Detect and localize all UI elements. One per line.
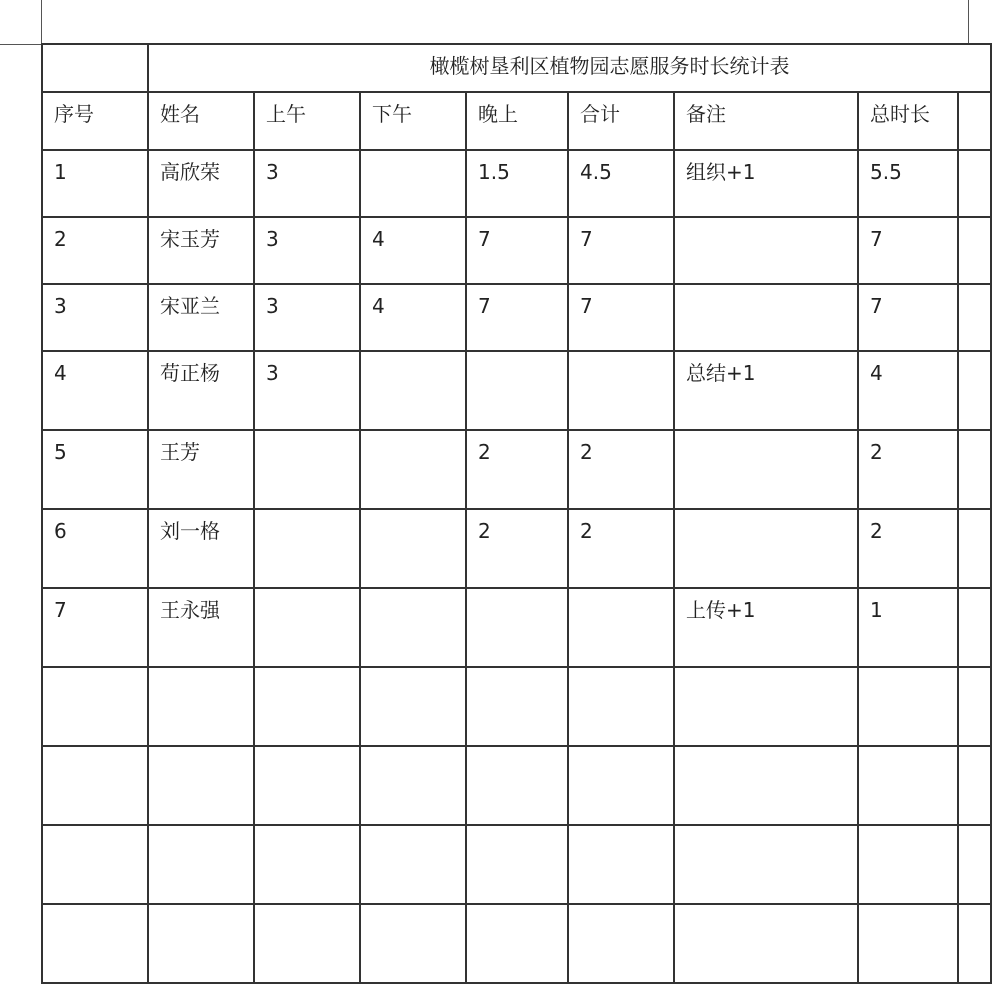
cell-name[interactable] (148, 746, 254, 825)
cell-name[interactable] (148, 588, 254, 667)
cell-remarks[interactable] (674, 430, 858, 509)
cell-evening[interactable] (466, 509, 568, 588)
cell-index-text: 1 (54, 160, 67, 184)
header-afternoon-cell[interactable] (360, 92, 466, 150)
cell-morning-text (255, 826, 359, 835)
table-title: 橄榄树垦利区植物园志愿服务时长统计表 (429, 54, 790, 78)
cell-total-hours[interactable] (858, 509, 958, 588)
cell-remarks[interactable] (674, 667, 858, 746)
cell-index[interactable] (42, 667, 148, 746)
cell-extra-text (959, 826, 990, 835)
cell-evening-text: 1.5 (478, 160, 510, 184)
cell-evening[interactable] (466, 150, 568, 217)
cell-afternoon[interactable] (360, 284, 466, 351)
cell-afternoon-text (361, 826, 465, 835)
cell-index-text: 3 (54, 294, 67, 318)
cell-name-text: 刘一格 (160, 519, 220, 543)
cell-remarks[interactable] (674, 150, 858, 217)
cell-extra[interactable] (958, 667, 991, 746)
cell-evening-text (467, 905, 567, 914)
cell-remarks-text (675, 285, 857, 294)
cell-extra[interactable] (958, 217, 991, 284)
cell-total-hours-text (859, 668, 957, 677)
table-row (42, 284, 991, 351)
cell-remarks-text (675, 826, 857, 835)
cell-index[interactable] (42, 588, 148, 667)
cell-name-text: 王永强 (160, 598, 220, 622)
cell-subtotal[interactable] (568, 825, 674, 904)
cell-morning[interactable] (254, 509, 360, 588)
cell-total-hours-text (859, 826, 957, 835)
cell-total-hours[interactable] (858, 284, 958, 351)
cell-total-hours-text: 7 (870, 227, 883, 251)
header-index: 序号 (54, 102, 94, 126)
cell-remarks[interactable] (674, 904, 858, 983)
cell-total-hours-text: 4 (870, 361, 883, 385)
cell-remarks-text (675, 747, 857, 756)
cell-subtotal[interactable] (568, 588, 674, 667)
table-row (42, 667, 991, 746)
cell-morning[interactable] (254, 217, 360, 284)
cell-subtotal[interactable] (568, 430, 674, 509)
cell-extra[interactable] (958, 351, 991, 430)
cell-afternoon-text (361, 151, 465, 160)
cell-extra-text (959, 352, 990, 361)
cell-morning[interactable] (254, 284, 360, 351)
cell-subtotal-text: 2 (580, 440, 593, 464)
cell-name[interactable] (148, 430, 254, 509)
cell-subtotal[interactable] (568, 284, 674, 351)
cell-morning-text: 3 (266, 294, 279, 318)
cell-remarks[interactable] (674, 284, 858, 351)
cell-morning-text (255, 668, 359, 677)
table-title-cell[interactable] (148, 44, 991, 92)
cell-index-text: 2 (54, 227, 67, 251)
cell-evening[interactable] (466, 284, 568, 351)
cell-name[interactable] (148, 904, 254, 983)
title-row (42, 44, 991, 92)
table-row (42, 746, 991, 825)
header-total-hours: 总时长 (870, 102, 930, 126)
header-remarks-cell[interactable] (674, 92, 858, 150)
cell-extra[interactable] (958, 509, 991, 588)
cell-remarks-text: 总结+1 (686, 361, 756, 385)
cell-total-hours-text (859, 905, 957, 914)
cell-afternoon-text (361, 431, 465, 440)
cell-afternoon-text: 4 (372, 227, 385, 251)
cell-extra-text (959, 431, 990, 440)
cell-remarks-text (675, 431, 857, 440)
cell-index-text (43, 905, 147, 914)
cell-remarks-text (675, 510, 857, 519)
cell-afternoon[interactable] (360, 746, 466, 825)
cell-afternoon[interactable] (360, 825, 466, 904)
cell-evening-text (467, 668, 567, 677)
cell-name-text (149, 747, 253, 756)
cell-afternoon[interactable] (360, 588, 466, 667)
cell-extra[interactable] (958, 588, 991, 667)
cell-index[interactable] (42, 746, 148, 825)
cell-name[interactable] (148, 284, 254, 351)
cell-total-hours[interactable] (858, 430, 958, 509)
cell-evening-text: 2 (478, 440, 491, 464)
cell-index[interactable] (42, 430, 148, 509)
cell-index[interactable] (42, 509, 148, 588)
cell-index[interactable] (42, 284, 148, 351)
cell-index-text: 5 (54, 440, 67, 464)
cell-afternoon-text (361, 747, 465, 756)
header-afternoon: 下午 (372, 102, 412, 126)
cell-morning-text: 3 (266, 361, 279, 385)
cell-total-hours[interactable] (858, 588, 958, 667)
cell-morning-text: 3 (266, 227, 279, 251)
cell-index[interactable] (42, 217, 148, 284)
cell-remarks-text (675, 218, 857, 227)
cell-morning-text (255, 589, 359, 598)
table-row (42, 904, 991, 983)
cell-subtotal[interactable] (568, 746, 674, 825)
cell-index[interactable] (42, 825, 148, 904)
cell-extra-text (959, 218, 990, 227)
cell-afternoon-text (361, 589, 465, 598)
header-morning-cell[interactable] (254, 92, 360, 150)
cell-total-hours-text (859, 747, 957, 756)
cell-extra-text (959, 905, 990, 914)
cell-total-hours[interactable] (858, 825, 958, 904)
cell-total-hours[interactable] (858, 904, 958, 983)
cell-subtotal-text (569, 826, 673, 835)
cell-evening-text (467, 826, 567, 835)
cell-subtotal[interactable] (568, 150, 674, 217)
cell-total-hours-text: 7 (870, 294, 883, 318)
cell-total-hours[interactable] (858, 746, 958, 825)
header-extra (959, 93, 990, 102)
cell-remarks[interactable] (674, 588, 858, 667)
cell-afternoon[interactable] (360, 351, 466, 430)
cell-subtotal-text: 2 (580, 519, 593, 543)
cell-evening-text (467, 352, 567, 361)
cell-extra-text (959, 668, 990, 677)
cell-morning-text: 3 (266, 160, 279, 184)
cell-subtotal[interactable] (568, 351, 674, 430)
table-row (42, 509, 991, 588)
cell-subtotal-text: 7 (580, 227, 593, 251)
cell-morning-text (255, 747, 359, 756)
cell-extra-text (959, 151, 990, 160)
cell-subtotal-text: 4.5 (580, 160, 612, 184)
cell-evening-text: 2 (478, 519, 491, 543)
cell-extra-text (959, 747, 990, 756)
cell-name-text (149, 826, 253, 835)
cell-evening[interactable] (466, 351, 568, 430)
header-name: 姓名 (160, 102, 200, 126)
cell-name-text (149, 905, 253, 914)
cell-evening[interactable] (466, 588, 568, 667)
cell-remarks[interactable] (674, 825, 858, 904)
cell-index-text: 7 (54, 598, 67, 622)
cell-evening[interactable] (466, 825, 568, 904)
cell-total-hours[interactable] (858, 217, 958, 284)
table-row (42, 825, 991, 904)
cell-evening-text (467, 747, 567, 756)
cell-morning-text (255, 431, 359, 440)
cell-remarks-text: 上传+1 (686, 598, 756, 622)
header-name-cell[interactable] (148, 92, 254, 150)
cell-name[interactable] (148, 150, 254, 217)
cell-name-text: 宋玉芳 (160, 227, 220, 251)
cell-evening-text: 7 (478, 294, 491, 318)
cell-afternoon-text (361, 668, 465, 677)
cell-morning[interactable] (254, 825, 360, 904)
cell-extra[interactable] (958, 284, 991, 351)
cell-extra[interactable] (958, 430, 991, 509)
cell-extra-text (959, 510, 990, 519)
title-blank-cell[interactable] (42, 44, 148, 92)
cell-remarks-text (675, 668, 857, 677)
header-total-cell[interactable] (568, 92, 674, 150)
cell-subtotal-text (569, 668, 673, 677)
header-remarks: 备注 (686, 102, 726, 126)
cell-evening[interactable] (466, 430, 568, 509)
cell-evening[interactable] (466, 904, 568, 983)
cell-index-text (43, 826, 147, 835)
cell-remarks[interactable] (674, 217, 858, 284)
header-row (42, 92, 991, 150)
table-row (42, 150, 991, 217)
cell-total-hours-text: 2 (870, 440, 883, 464)
cell-extra[interactable] (958, 904, 991, 983)
cell-name[interactable] (148, 667, 254, 746)
header-total: 合计 (580, 102, 620, 126)
cell-name[interactable] (148, 509, 254, 588)
cell-remarks[interactable] (674, 746, 858, 825)
cell-subtotal-text: 7 (580, 294, 593, 318)
cell-total-hours[interactable] (858, 667, 958, 746)
cell-evening-text: 7 (478, 227, 491, 251)
header-extra-cell[interactable] (958, 92, 991, 150)
table-row (42, 351, 991, 430)
cell-total-hours[interactable] (858, 150, 958, 217)
cell-subtotal-text (569, 589, 673, 598)
margin-guide-top (0, 44, 41, 45)
cell-extra[interactable] (958, 746, 991, 825)
cell-afternoon-text (361, 905, 465, 914)
header-index-cell[interactable] (42, 92, 148, 150)
cell-morning-text (255, 510, 359, 519)
cell-subtotal[interactable] (568, 509, 674, 588)
cell-evening[interactable] (466, 667, 568, 746)
cell-total-hours-text: 2 (870, 519, 883, 543)
margin-guide-right (968, 0, 969, 44)
cell-index[interactable] (42, 150, 148, 217)
cell-index-text (43, 668, 147, 677)
cell-morning[interactable] (254, 430, 360, 509)
cell-name[interactable] (148, 351, 254, 430)
cell-remarks[interactable] (674, 509, 858, 588)
cell-afternoon[interactable] (360, 904, 466, 983)
cell-name-text: 高欣荣 (160, 160, 220, 184)
cell-afternoon[interactable] (360, 150, 466, 217)
cell-remarks[interactable] (674, 351, 858, 430)
cell-evening-text (467, 589, 567, 598)
cell-afternoon[interactable] (360, 667, 466, 746)
cell-extra[interactable] (958, 825, 991, 904)
cell-afternoon[interactable] (360, 509, 466, 588)
cell-remarks-text (675, 905, 857, 914)
cell-morning-text (255, 905, 359, 914)
cell-name-text: 王芳 (160, 440, 200, 464)
cell-total-hours-text: 1 (870, 598, 883, 622)
cell-afternoon[interactable] (360, 430, 466, 509)
header-total-hours-cell[interactable] (858, 92, 958, 150)
cell-subtotal[interactable] (568, 904, 674, 983)
cell-morning[interactable] (254, 351, 360, 430)
cell-afternoon-text (361, 352, 465, 361)
cell-name-text: 苟正杨 (160, 361, 220, 385)
cell-name[interactable] (148, 217, 254, 284)
table-row (42, 217, 991, 284)
header-evening: 晚上 (478, 102, 518, 126)
cell-subtotal[interactable] (568, 667, 674, 746)
cell-index-text: 4 (54, 361, 67, 385)
cell-name[interactable] (148, 825, 254, 904)
cell-total-hours-text: 5.5 (870, 160, 902, 184)
cell-subtotal-text (569, 747, 673, 756)
cell-subtotal[interactable] (568, 217, 674, 284)
cell-evening[interactable] (466, 746, 568, 825)
cell-subtotal-text (569, 905, 673, 914)
cell-afternoon[interactable] (360, 217, 466, 284)
table-row (42, 430, 991, 509)
cell-morning[interactable] (254, 667, 360, 746)
cell-extra-text (959, 285, 990, 294)
cell-total-hours[interactable] (858, 351, 958, 430)
cell-morning[interactable] (254, 904, 360, 983)
cell-extra-text (959, 589, 990, 598)
cell-morning[interactable] (254, 150, 360, 217)
cell-remarks-text: 组织+1 (686, 160, 756, 184)
cell-afternoon-text (361, 510, 465, 519)
cell-afternoon-text: 4 (372, 294, 385, 318)
cell-name-text (149, 668, 253, 677)
margin-guide-left (41, 0, 42, 44)
cell-morning[interactable] (254, 746, 360, 825)
cell-index[interactable] (42, 904, 148, 983)
cell-extra[interactable] (958, 150, 991, 217)
header-evening-cell[interactable] (466, 92, 568, 150)
cell-evening[interactable] (466, 217, 568, 284)
table-row (42, 588, 991, 667)
header-morning: 上午 (266, 102, 306, 126)
cell-index-text: 6 (54, 519, 67, 543)
cell-index-text (43, 747, 147, 756)
cell-subtotal-text (569, 352, 673, 361)
cell-name-text: 宋亚兰 (160, 294, 220, 318)
cell-index[interactable] (42, 351, 148, 430)
volunteer-hours-table (41, 43, 992, 984)
cell-morning[interactable] (254, 588, 360, 667)
